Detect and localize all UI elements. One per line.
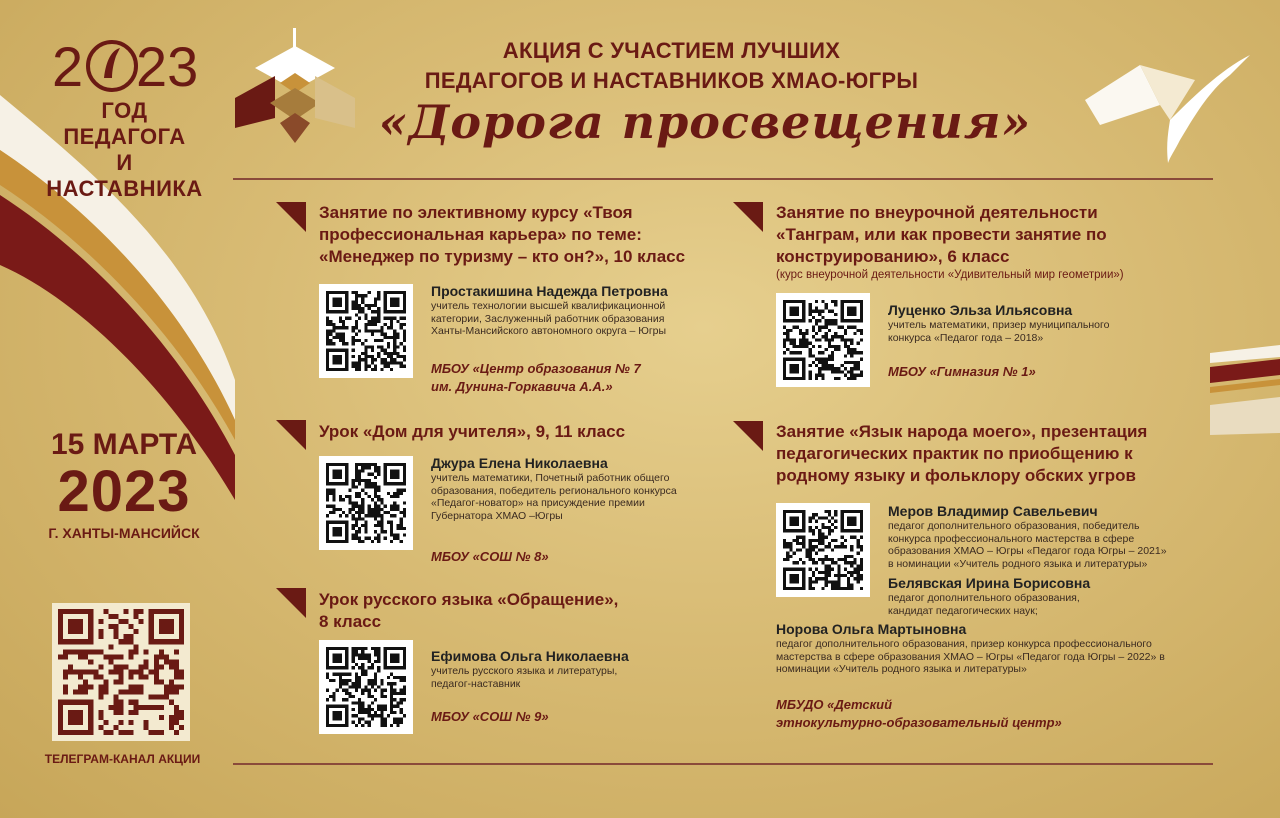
qr-code[interactable] — [319, 456, 413, 550]
desc-line: в номинации «Учитель родного языка и литературы» — [888, 557, 1148, 570]
teacher-description — [776, 638, 1216, 676]
session-title — [319, 421, 729, 443]
header — [235, 0, 1280, 180]
section-flag-icon — [276, 202, 306, 232]
session-title-line: Занятие по элективному курсу «Твоя — [319, 203, 633, 222]
desc-line: кандидат педагогических наук; — [888, 604, 1038, 617]
section-flag-icon — [733, 202, 763, 232]
desc-line: конкурса профессионального мастерства в сфере — [888, 532, 1135, 545]
telegram-qr-code[interactable] — [52, 603, 190, 741]
crane-book-icon — [1080, 45, 1260, 165]
header-line1: АКЦИЯ С УЧАСТИЕМ ЛУЧШИХ — [502, 38, 841, 63]
event-city: Г. ХАНТЫ-МАНСИЙСК — [48, 525, 200, 541]
desc-line: учитель русского языка и литературы, — [431, 665, 618, 677]
session-note: (курс внеурочной деятельности «Удивительный мир геометрии») — [776, 269, 1124, 281]
teacher-description — [431, 472, 731, 522]
desc-line: образования, победитель регионального конкурса — [431, 484, 677, 497]
school-line: МБОУ «СОШ № 8» — [431, 549, 549, 564]
logo-subtitle-line1: ГОД ПЕДАГОГА — [63, 98, 186, 149]
school-line: МБОУ «Центр образования № 7 — [431, 361, 641, 376]
qr-code[interactable] — [776, 503, 870, 597]
session-title-line: Урок «Дом для учителя», 9, 11 класс — [319, 422, 626, 441]
bottom-divider — [233, 763, 1213, 765]
desc-line: «Педагог-новатор» на присуждение премии — [431, 497, 645, 509]
teacher-name: Меров Владимир Савельевич — [888, 503, 1098, 519]
teacher-name: Белявская Ирина Борисовна — [888, 575, 1091, 591]
qr-code[interactable] — [319, 640, 413, 734]
session-title — [319, 202, 729, 268]
logo-subtitle — [42, 98, 207, 202]
session-title-line: Занятие по внеурочной деятельности — [776, 203, 1098, 222]
session-title — [776, 202, 1206, 268]
qr-code[interactable] — [776, 293, 870, 387]
qr-icon — [58, 609, 184, 735]
session-title-line: родному языку и фольклору обских угров — [776, 466, 1136, 485]
desc-line: Ханты-Мансийского автономного округа – Югры — [431, 325, 667, 337]
teacher-name: Норова Ольга Мартыновна — [776, 621, 967, 637]
teacher-name: Луценко Эльза Ильясовна — [888, 302, 1073, 318]
desc-line: образования ХМАО – Югры «Педагог года Югры – 2021» — [888, 545, 1167, 557]
desc-line: учитель математики, Почетный работник общего — [431, 472, 670, 484]
session-title-line: «Менеджер по туризму – кто он?», 10 класс — [319, 247, 686, 266]
session-title-line: «Танграм, или как провести занятие по — [776, 225, 1107, 244]
desc-line: педагог дополнительного образования, призер конкурса профессионального — [776, 638, 1152, 650]
session-title-line: профессиональная карьера» по теме: — [319, 225, 642, 244]
qr-icon — [326, 291, 406, 371]
teacher-name: Ефимова Ольга Николаевна — [431, 648, 629, 664]
desc-line: учитель технологии высшей квалификационной — [431, 300, 666, 312]
school-line: МБОУ «Гимназия № 1» — [888, 364, 1036, 379]
school-name — [888, 363, 1036, 381]
school-name — [776, 696, 1062, 732]
teacher-name: Джура Елена Николаевна — [431, 455, 608, 471]
telegram-label: ТЕЛЕГРАМ-КАНАЛ АКЦИИ — [44, 752, 201, 766]
qr-icon — [326, 463, 406, 543]
session-title-line: Урок русского языка «Обращение», — [319, 590, 619, 609]
desc-line: Губернатора ХМАО –Югры — [431, 509, 563, 522]
event-year: 2023 — [57, 459, 191, 524]
header-line2: ПЕДАГОГОВ И НАСТАВНИКОВ ХМАО-ЮГРЫ — [424, 68, 919, 93]
desc-line: педагог-наставник — [431, 677, 521, 690]
ribbon-decoration-right — [1210, 345, 1280, 435]
event-day: 15 МАРТА — [50, 428, 198, 461]
teacher-description — [888, 520, 1208, 570]
desc-line: конкурса «Педагог года – 2018» — [888, 331, 1044, 344]
school-line: МБОУ «СОШ № 9» — [431, 709, 549, 724]
teacher-description — [888, 319, 1188, 344]
desc-line: учитель математики, призер муниципального — [888, 319, 1110, 331]
session-title-line: конструированию», 6 класс — [776, 247, 1010, 266]
logo-digits: 2 — [52, 35, 84, 98]
session-title — [319, 589, 729, 633]
teacher-name: Простакишина Надежда Петровна — [431, 283, 668, 299]
qr-icon — [783, 300, 863, 380]
desc-line: педагог дополнительного образования, — [888, 592, 1080, 604]
section-flag-icon — [276, 420, 306, 450]
desc-line: педагог дополнительного образования, победитель — [888, 520, 1140, 532]
school-line: им. Дунина-Горкавича А.А.» — [431, 379, 613, 394]
school-name — [431, 548, 549, 566]
teacher-description — [888, 592, 1208, 617]
sidebar — [0, 0, 235, 818]
session-title-line: 8 класс — [319, 612, 382, 631]
desc-line: категории, Заслуженный работник образования — [431, 312, 665, 325]
school-line: МБУДО «Детский — [776, 697, 893, 712]
section-flag-icon — [276, 588, 306, 618]
session-title-line: Занятие «Язык народа моего», презентация — [776, 422, 1148, 441]
desc-line: номинации «Учитель родного языка и литературы» — [776, 663, 1027, 675]
event-date — [44, 428, 204, 542]
teacher-description — [431, 665, 731, 690]
header-title: «Дорога просвещения» — [378, 95, 1032, 149]
session-title — [776, 421, 1206, 487]
qr-icon — [783, 510, 863, 590]
qr-icon — [326, 647, 406, 727]
school-name — [431, 360, 641, 396]
session-title-line: педагогических практик по приобщению к — [776, 444, 1133, 463]
logo-subtitle-line2: И НАСТАВНИКА — [46, 150, 203, 201]
section-flag-icon — [733, 421, 763, 451]
svg-text:23: 23 — [136, 35, 199, 98]
desc-line: мастерства в сфере образования ХМАО – Югры «Педагог года Югры – 2022» в — [776, 650, 1165, 663]
school-line: этнокультурно-образовательный центр» — [776, 715, 1062, 730]
school-name — [431, 708, 549, 726]
teacher-description — [431, 300, 731, 338]
top-divider — [233, 178, 1213, 180]
qr-code[interactable] — [319, 284, 413, 378]
